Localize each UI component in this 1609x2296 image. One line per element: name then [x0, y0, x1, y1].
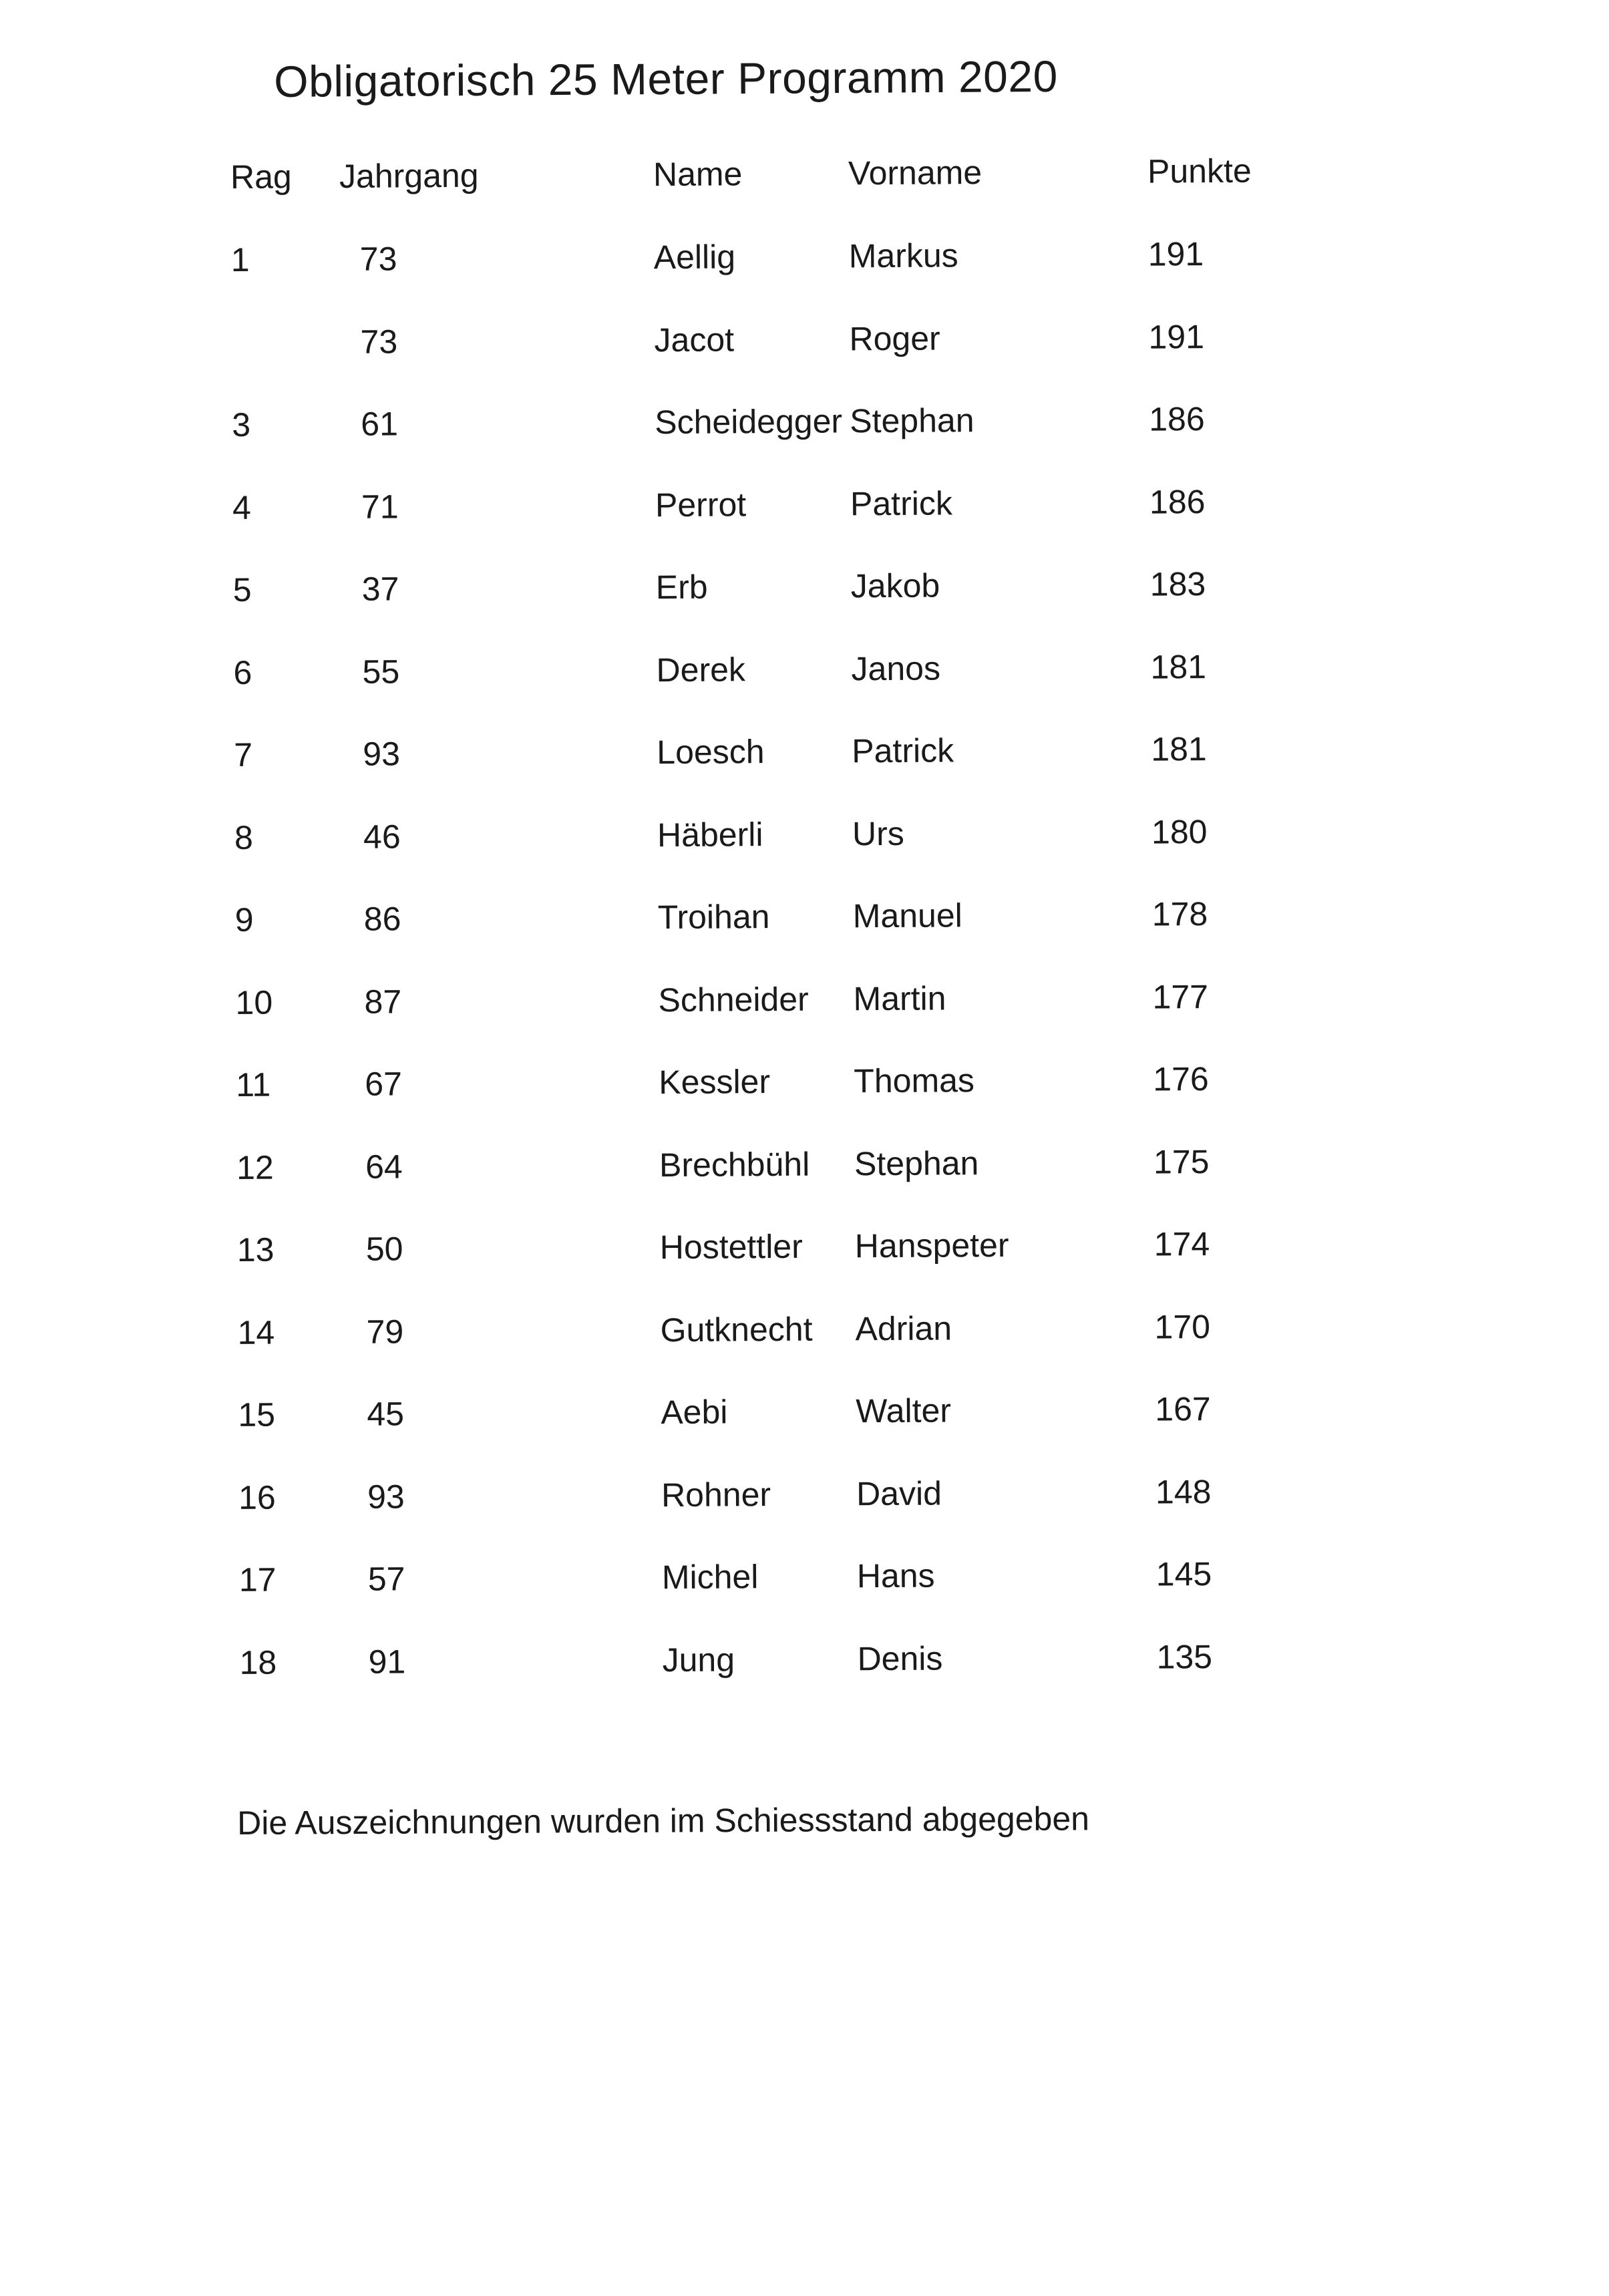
- cell-name: Schneider: [658, 980, 809, 1019]
- cell-jahrgang: 45: [367, 1395, 405, 1433]
- table-row: [3, 727, 1609, 790]
- cell-name: Kessler: [659, 1063, 771, 1102]
- cell-vorname: Roger: [849, 319, 940, 357]
- cell-jahrgang: 46: [363, 817, 401, 856]
- cell-jahrgang: 64: [365, 1147, 403, 1186]
- table-row: [7, 1305, 1609, 1368]
- cell-punkte: 186: [1149, 400, 1205, 438]
- table-row: [4, 810, 1609, 873]
- cell-vorname: Martin: [853, 979, 946, 1017]
- cell-vorname: Janos: [851, 649, 941, 687]
- cell-punkte: 181: [1151, 730, 1207, 768]
- cell-jahrgang: 67: [365, 1065, 403, 1103]
- cell-rang: 16: [238, 1478, 276, 1516]
- cell-name: Gutknecht: [660, 1310, 813, 1349]
- cell-jahrgang: 37: [361, 570, 399, 608]
- cell-jahrgang: 71: [361, 487, 399, 526]
- cell-rang: 11: [236, 1065, 271, 1104]
- cell-jahrgang: 73: [359, 240, 397, 278]
- cell-name: Brechbühl: [659, 1145, 810, 1184]
- cell-rang: 15: [238, 1396, 276, 1434]
- cell-jahrgang: 93: [363, 735, 401, 773]
- cell-vorname: Manuel: [852, 896, 962, 935]
- header-jahrgang: Jahrgang: [339, 156, 479, 195]
- cell-name: Aebi: [661, 1393, 728, 1432]
- cell-name: Perrot: [655, 485, 747, 524]
- cell-punkte: 191: [1148, 317, 1205, 356]
- cell-vorname: David: [856, 1474, 942, 1512]
- cell-punkte: 148: [1155, 1472, 1212, 1511]
- cell-punkte: 180: [1151, 812, 1208, 851]
- table-row: [9, 1552, 1609, 1615]
- cell-punkte: 145: [1155, 1555, 1212, 1593]
- cell-vorname: Patrick: [852, 731, 954, 770]
- footer-note: Die Auszeichnungen wurden im Schiessstand abgegeben: [237, 1800, 1090, 1842]
- cell-jahrgang: 79: [366, 1312, 404, 1351]
- cell-rang: 3: [232, 405, 251, 444]
- cell-rang: 14: [237, 1313, 275, 1351]
- cell-jahrgang: 86: [363, 900, 401, 938]
- cell-rang: 10: [235, 983, 273, 1021]
- cell-jahrgang: 61: [361, 405, 399, 443]
- cell-name: Troihan: [657, 898, 770, 937]
- cell-name: Erb: [655, 568, 708, 607]
- cell-name: Häberli: [657, 815, 763, 854]
- table-row: [2, 480, 1609, 543]
- cell-vorname: Hans: [856, 1556, 935, 1595]
- cell-vorname: Denis: [857, 1639, 943, 1677]
- cell-jahrgang: 91: [368, 1642, 406, 1681]
- cell-name: Derek: [656, 650, 746, 689]
- table-row: [8, 1470, 1609, 1533]
- header-punkte: Punkte: [1147, 152, 1252, 190]
- cell-punkte: 135: [1156, 1637, 1213, 1676]
- cell-rang: 17: [238, 1561, 277, 1599]
- table-row: [5, 1057, 1609, 1120]
- cell-vorname: Stephan: [854, 1144, 979, 1182]
- table-row: [9, 1635, 1609, 1698]
- cell-rang: 13: [236, 1231, 275, 1269]
- cell-vorname: Thomas: [854, 1061, 975, 1100]
- cell-vorname: Walter: [856, 1391, 952, 1430]
- cell-vorname: Hanspeter: [854, 1226, 1009, 1265]
- cell-name: Hostettler: [659, 1227, 803, 1267]
- header-name: Name: [653, 155, 743, 194]
- cell-jahrgang: 93: [367, 1477, 405, 1516]
- table-row: [1, 397, 1609, 460]
- table-row: [1, 315, 1609, 378]
- cell-punkte: 174: [1153, 1225, 1210, 1263]
- header-rang: Rag: [230, 158, 292, 196]
- cell-vorname: Urs: [852, 814, 904, 852]
- cell-rang: 6: [233, 653, 252, 691]
- cell-punkte: 176: [1153, 1060, 1209, 1098]
- table-row: [7, 1387, 1609, 1450]
- cell-jahrgang: 50: [365, 1230, 403, 1268]
- cell-punkte: 186: [1149, 482, 1206, 521]
- cell-vorname: Adrian: [855, 1309, 952, 1347]
- cell-rang: 18: [239, 1643, 277, 1681]
- cell-name: Jacot: [654, 320, 735, 359]
- cell-rang: 7: [234, 735, 253, 774]
- cell-rang: 5: [232, 570, 252, 609]
- table-row: [6, 1140, 1609, 1203]
- table-row: [7, 1222, 1609, 1285]
- cell-name: Rohner: [661, 1475, 771, 1514]
- cell-punkte: 177: [1152, 977, 1209, 1016]
- table-row: [3, 645, 1609, 708]
- cell-name: Jung: [662, 1640, 735, 1679]
- cell-rang: 8: [234, 818, 254, 856]
- cell-punkte: 175: [1153, 1142, 1210, 1181]
- cell-punkte: 183: [1149, 565, 1206, 603]
- table-row: [5, 975, 1609, 1038]
- cell-rang: 1: [230, 240, 250, 279]
- cell-name: Aellig: [653, 238, 736, 277]
- cell-name: Michel: [661, 1558, 759, 1597]
- table-row: [3, 562, 1609, 625]
- table-row: [1, 232, 1609, 295]
- cell-name: Scheidegger: [655, 402, 843, 442]
- header-vorname: Vorname: [848, 154, 982, 192]
- cell-jahrgang: 57: [367, 1560, 405, 1598]
- cell-jahrgang: 73: [360, 322, 398, 361]
- cell-rang: 9: [234, 900, 254, 939]
- cell-rang: 4: [232, 488, 252, 526]
- cell-vorname: Markus: [848, 236, 958, 275]
- cell-punkte: 167: [1155, 1390, 1211, 1428]
- cell-vorname: Jakob: [850, 566, 940, 605]
- cell-name: Loesch: [657, 733, 765, 772]
- cell-punkte: 191: [1147, 235, 1204, 273]
- cell-vorname: Patrick: [850, 484, 953, 522]
- cell-vorname: Stephan: [850, 401, 974, 440]
- cell-jahrgang: 55: [362, 652, 400, 691]
- cell-jahrgang: 87: [364, 982, 402, 1021]
- page-title: Obligatorisch 25 Meter Programm 2020: [274, 51, 1059, 106]
- cell-punkte: 170: [1154, 1307, 1211, 1346]
- table-header: [0, 149, 1609, 212]
- table-row: [5, 892, 1609, 955]
- cell-rang: 12: [236, 1148, 274, 1186]
- cell-punkte: 181: [1150, 647, 1207, 686]
- cell-punkte: 178: [1151, 895, 1208, 933]
